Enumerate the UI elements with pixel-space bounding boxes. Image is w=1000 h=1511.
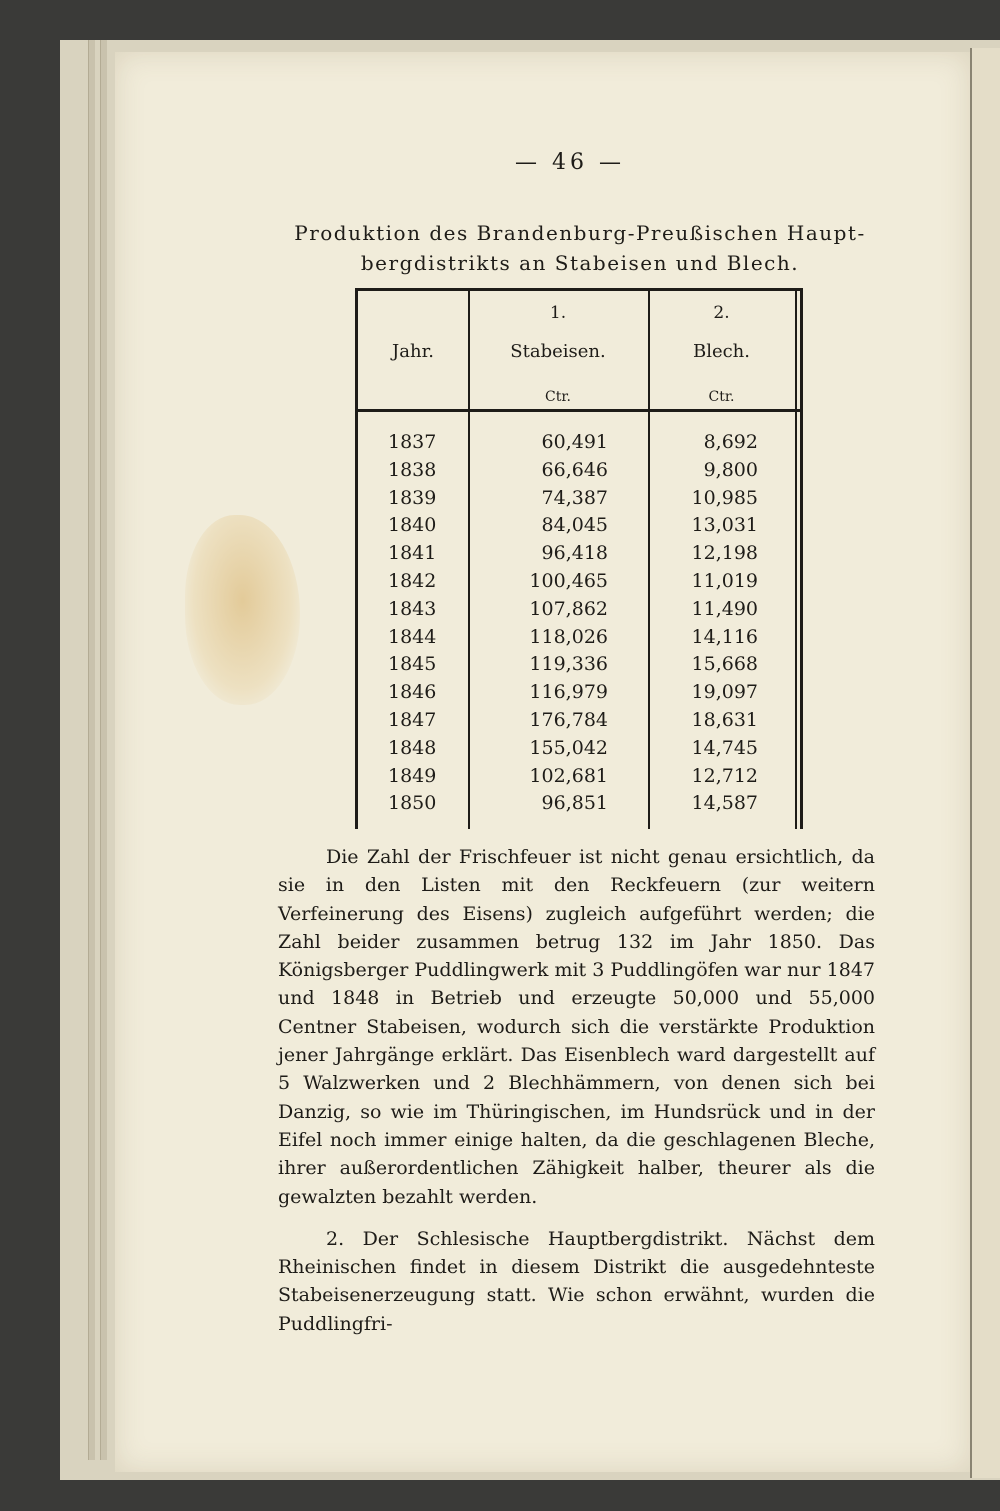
table-row bbox=[358, 681, 800, 709]
stabeisen-cell: 118,026 bbox=[529, 625, 608, 648]
paragraph: 2. Der Schlesische Hauptbergdistrikt. Nächst dem Rheinischen findet in diesem Distrikt die ausgedehnteste Stabeisenerzeugung statt. Wie schon erwähnt, wurden die Puddlingfri- bbox=[278, 1227, 875, 1335]
page-edge bbox=[100, 40, 107, 1460]
table-row bbox=[358, 431, 800, 459]
year-cell: 1846 bbox=[388, 681, 437, 704]
paragraph: Die Zahl der Frischfeuer ist nicht genau ersichtlich, da sie in den Listen mit den Reckfeuern (zur weitern Verfeinerung des Eisens) zugleich aufgeführt werden; die Zahl beider zusammen betrug 132 im Jahr 1850. Das Königsberger Puddlingwerk mit 3 Puddlingöfen war nur 1847 und 1848 in Betrieb und erzeugte 50,000 und 55,000 Centner Stabeisen, wodurch sich die verstärkte Produktion jener Jahrgänge erklärt. Das Eisenblech ward dargestellt auf 5 Walzwerken und 2 Blechhämmern, von denen sich bei Danzig, so wie im Thüringischen, im Hundsrück und in der Eifel noch immer einige halten, da die geschlagenen Bleche, ihrer außerordentlichen Zähigkeit halber, theurer als die gewalzten bezahlt werden. bbox=[278, 846, 875, 1208]
page-number: — 46 — bbox=[515, 150, 625, 175]
blech-cell: 18,631 bbox=[691, 708, 758, 731]
stabeisen-cell: 116,979 bbox=[529, 681, 608, 704]
header-divider bbox=[358, 409, 800, 412]
table-row bbox=[358, 653, 800, 681]
year-cell: 1843 bbox=[388, 597, 437, 620]
blech-cell: 14,587 bbox=[691, 792, 758, 815]
table-row bbox=[358, 765, 800, 793]
blech-cell: 12,712 bbox=[691, 764, 758, 787]
header-stabeisen: Stabeisen. bbox=[510, 341, 606, 362]
header-blech: Blech. bbox=[692, 341, 751, 362]
blech-cell: 8,692 bbox=[703, 431, 758, 453]
production-table bbox=[355, 288, 803, 829]
year-cell: 1842 bbox=[388, 569, 437, 592]
stabeisen-cell: 74,387 bbox=[541, 486, 608, 509]
stabeisen-cell: 155,042 bbox=[529, 736, 608, 759]
blech-cell: 13,031 bbox=[691, 514, 758, 537]
year-cell: 1849 bbox=[388, 764, 437, 787]
table-row bbox=[358, 514, 800, 542]
year-cell: 1837 bbox=[388, 431, 437, 453]
stabeisen-cell: 96,418 bbox=[541, 542, 608, 565]
blech-cell: 19,097 bbox=[691, 681, 758, 704]
table-row bbox=[358, 737, 800, 765]
column-number-2: 2. bbox=[713, 303, 730, 323]
table-row bbox=[358, 792, 800, 820]
blech-cell: 10,985 bbox=[691, 486, 758, 509]
table-row bbox=[358, 487, 800, 515]
table-row bbox=[358, 570, 800, 598]
stabeisen-cell: 119,336 bbox=[529, 653, 608, 676]
year-cell: 1841 bbox=[388, 542, 437, 565]
blech-cell: 15,668 bbox=[691, 653, 758, 676]
stabeisen-cell: 96,851 bbox=[541, 792, 608, 815]
stabeisen-cell: 176,784 bbox=[529, 708, 608, 731]
table-row bbox=[358, 542, 800, 570]
stabeisen-cell: 102,681 bbox=[529, 764, 608, 787]
year-cell: 1839 bbox=[388, 486, 437, 509]
blech-cell: 12,198 bbox=[691, 542, 758, 565]
column-number-1: 1. bbox=[549, 303, 567, 323]
table-body bbox=[358, 431, 800, 820]
stabeisen-cell: 60,491 bbox=[541, 431, 608, 453]
stabeisen-cell: 84,045 bbox=[541, 514, 608, 537]
table-row bbox=[358, 709, 800, 737]
year-cell: 1848 bbox=[388, 736, 437, 759]
table-row bbox=[358, 626, 800, 654]
year-cell: 1850 bbox=[388, 792, 437, 815]
table-title: Produktion des Brandenburg-Preußischen Haupt-bergdistrikts an Stabeisen und Blech. bbox=[294, 221, 866, 275]
unit-blech: Ctr. bbox=[708, 389, 735, 405]
stabeisen-cell: 107,862 bbox=[529, 597, 608, 620]
header-year: Jahr. bbox=[392, 341, 434, 362]
blech-cell: 14,116 bbox=[691, 625, 758, 648]
blech-cell: 14,745 bbox=[691, 736, 758, 759]
table-row bbox=[358, 459, 800, 487]
year-cell: 1847 bbox=[388, 708, 437, 731]
stabeisen-cell: 100,465 bbox=[529, 569, 608, 592]
page-edge bbox=[88, 40, 95, 1460]
year-cell: 1844 bbox=[388, 625, 437, 648]
body-text bbox=[278, 843, 875, 1338]
blech-cell: 11,490 bbox=[691, 597, 758, 620]
unit-stabeisen: Ctr. bbox=[545, 389, 571, 405]
blech-cell: 11,019 bbox=[691, 569, 758, 592]
year-cell: 1845 bbox=[388, 653, 437, 676]
facing-page-edge bbox=[970, 48, 1000, 1478]
year-cell: 1838 bbox=[388, 458, 437, 481]
blech-cell: 9,800 bbox=[703, 458, 758, 481]
table-row bbox=[358, 598, 800, 626]
stabeisen-cell: 66,646 bbox=[541, 458, 608, 481]
year-cell: 1840 bbox=[388, 514, 437, 537]
